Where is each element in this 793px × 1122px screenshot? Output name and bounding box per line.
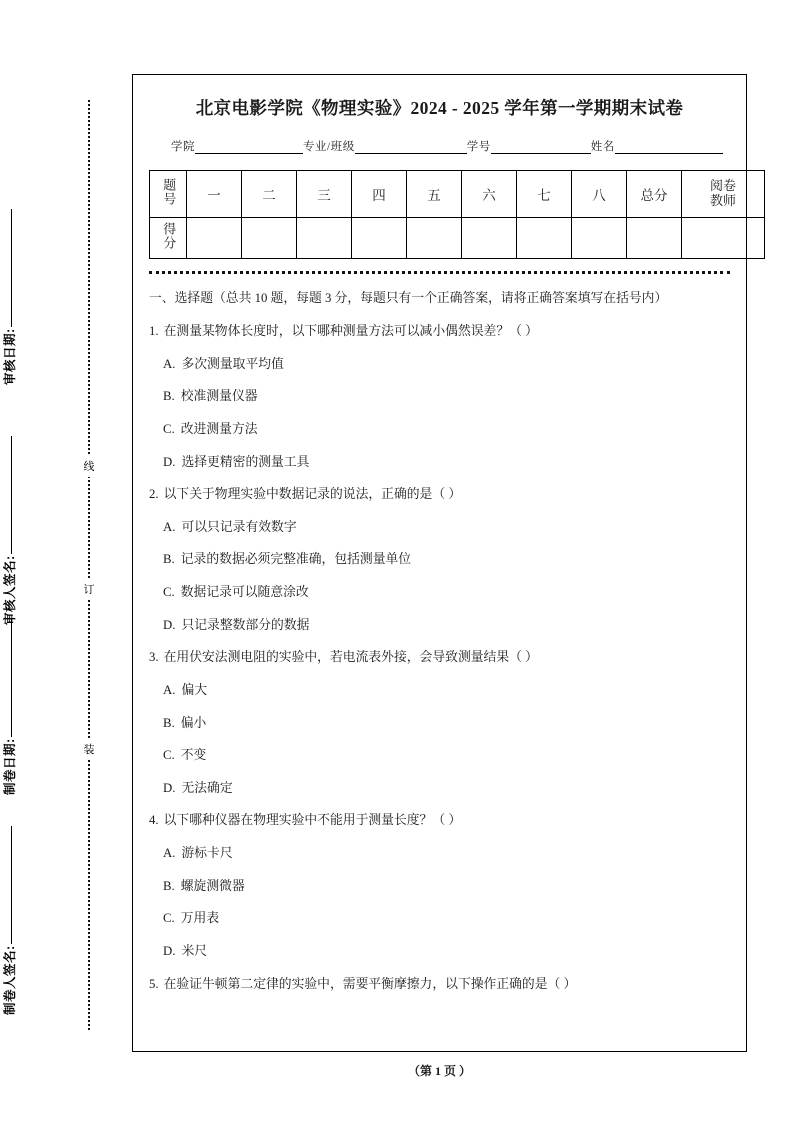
score-cell-1[interactable] xyxy=(187,218,242,259)
margin-label-review-date-rule xyxy=(11,209,12,327)
question-2-option-a-key: A. xyxy=(163,519,176,534)
question-5-number: 5. xyxy=(149,976,159,991)
question-1-stem xyxy=(149,323,730,340)
field-major-class xyxy=(303,138,467,154)
question-3-text: 在用伏安法测电阻的实验中，若电流表外接，会导致测量结果（ ） xyxy=(163,650,538,665)
score-table-col-teacher-line2: 教师 xyxy=(709,193,736,208)
question-4-option-b-text: 螺旋测微器 xyxy=(180,878,245,893)
page-footer: （第 1 页 ） xyxy=(407,1064,471,1078)
question-3-option-c[interactable] xyxy=(163,747,730,764)
fold-dotted-line xyxy=(88,100,90,1030)
question-2-option-c-text: 数据记录可以随意涂改 xyxy=(180,585,309,600)
field-major-class-input[interactable] xyxy=(355,141,467,154)
score-table-row-header-score xyxy=(150,218,187,259)
score-table-row-header-score-text: 得分 xyxy=(161,222,177,251)
question-2-text: 以下关于物理实验中数据记录的说法，正确的是（ ） xyxy=(163,487,462,502)
question-5-text: 在验证牛顿第二定律的实验中，需要平衡摩擦力，以下操作正确的是（ ） xyxy=(163,976,577,991)
fold-mark-xian: 线 xyxy=(80,455,98,477)
question-2-number: 2. xyxy=(149,487,159,502)
question-4-option-a[interactable] xyxy=(163,845,730,862)
question-3-option-b[interactable] xyxy=(163,715,730,732)
field-student-id-input[interactable] xyxy=(491,141,591,154)
student-info-row xyxy=(149,138,730,154)
question-4-number: 4. xyxy=(149,813,159,828)
score-table-col-8: 八 xyxy=(572,171,627,218)
score-table-col-teacher xyxy=(682,171,765,218)
score-cell-8[interactable] xyxy=(572,218,627,259)
score-table-col-2: 二 xyxy=(242,171,297,218)
margin-label-setter-signature-rule xyxy=(11,826,12,944)
question-4-option-a-text: 游标卡尺 xyxy=(181,846,233,861)
question-1-option-c-key: C. xyxy=(163,421,175,436)
score-table-col-7: 七 xyxy=(517,171,572,218)
question-3-option-c-key: C. xyxy=(163,748,175,763)
margin-label-review-date-text: 审核日期: xyxy=(3,328,17,385)
score-table-row-header-question xyxy=(150,171,187,218)
section-separator xyxy=(149,271,730,274)
question-4-stem xyxy=(149,812,730,829)
fold-mark-zhuang: 装 xyxy=(80,738,98,760)
question-2-stem xyxy=(149,486,730,503)
question-1-number: 1. xyxy=(149,324,159,339)
question-1-option-b[interactable] xyxy=(163,388,730,405)
score-table-col-total: 总分 xyxy=(627,171,682,218)
question-1-option-c-text: 改进测量方法 xyxy=(180,421,258,436)
score-cell-teacher[interactable] xyxy=(682,218,765,259)
exam-paper-frame xyxy=(132,74,747,1052)
question-3-option-c-text: 不变 xyxy=(180,748,207,763)
field-college xyxy=(171,138,303,154)
margin-label-setter-date-text: 制卷日期: xyxy=(3,738,17,795)
question-1-option-d-key: D. xyxy=(163,454,176,469)
question-4-option-c-key: C. xyxy=(163,911,175,926)
question-1-option-a-text: 多次测量取平均值 xyxy=(181,356,284,371)
question-2-option-d[interactable] xyxy=(163,617,730,634)
question-4-option-b[interactable] xyxy=(163,878,730,895)
question-3-option-d-key: D. xyxy=(163,780,176,795)
question-4-option-c[interactable] xyxy=(163,910,730,927)
score-cell-4[interactable] xyxy=(352,218,407,259)
score-cell-total[interactable] xyxy=(627,218,682,259)
score-cell-3[interactable] xyxy=(297,218,352,259)
question-3-number: 3. xyxy=(149,650,159,665)
question-2-option-d-text: 只记录整数部分的数据 xyxy=(181,617,310,632)
question-4-option-a-key: A. xyxy=(163,846,176,861)
score-table-col-5: 五 xyxy=(407,171,462,218)
question-4-option-d-key: D. xyxy=(163,943,176,958)
score-table-col-4: 四 xyxy=(352,171,407,218)
score-table-col-teacher-line1: 阅卷 xyxy=(709,178,736,194)
question-1-option-c[interactable] xyxy=(163,421,730,438)
question-2-option-d-key: D. xyxy=(163,617,176,632)
margin-label-setter-signature-text: 制卷人签名: xyxy=(3,945,17,1015)
question-1-option-d[interactable] xyxy=(163,454,730,471)
margin-label-setter-signature xyxy=(0,715,18,1015)
question-2-option-c[interactable] xyxy=(163,584,730,601)
field-college-label: 学院 xyxy=(171,141,195,153)
question-2-option-b[interactable] xyxy=(163,551,730,568)
margin-label-reviewer-signature-text: 审核人签名: xyxy=(3,555,17,625)
score-table xyxy=(149,170,765,259)
question-4-text: 以下哪种仪器在物理实验中不能用于测量长度？（ ） xyxy=(163,813,462,828)
question-3-option-a-key: A. xyxy=(163,682,176,697)
score-table-col-1: 一 xyxy=(187,171,242,218)
field-major-class-label: 专业/班级 xyxy=(303,141,355,153)
score-cell-7[interactable] xyxy=(517,218,572,259)
question-4-option-b-key: B. xyxy=(163,878,175,893)
score-table-header-row xyxy=(150,171,765,218)
question-2-option-b-key: B. xyxy=(163,552,175,567)
question-4-option-d[interactable] xyxy=(163,943,730,960)
question-3-option-a-text: 偏大 xyxy=(181,682,208,697)
score-cell-6[interactable] xyxy=(462,218,517,259)
score-cell-5[interactable] xyxy=(407,218,462,259)
score-table-col-6: 六 xyxy=(462,171,517,218)
questions-container xyxy=(149,288,730,992)
question-1-option-b-key: B. xyxy=(163,389,175,404)
field-student-id-label: 学号 xyxy=(466,141,491,153)
question-3-option-a[interactable] xyxy=(163,682,730,699)
question-2-option-c-key: C. xyxy=(163,585,175,600)
score-table-col-3: 三 xyxy=(297,171,352,218)
score-table-row-header-question-text: 题号 xyxy=(161,178,177,207)
binding-margin xyxy=(0,0,130,1122)
question-1-option-b-text: 校准测量仪器 xyxy=(180,389,258,404)
question-1-option-a-key: A. xyxy=(163,356,176,371)
question-4-option-d-text: 米尺 xyxy=(181,943,208,958)
question-1-option-a[interactable] xyxy=(163,356,730,373)
question-2-option-a[interactable] xyxy=(163,519,730,536)
fold-mark-ding: 订 xyxy=(80,578,98,600)
exam-title: 北京电影学院《物理实验》2024 - 2025 学年第一学期期末试卷 xyxy=(195,98,684,118)
score-table-score-row xyxy=(150,218,765,259)
question-1-text: 在测量某物体长度时，以下哪种测量方法可以减小偶然误差？（ ） xyxy=(163,324,538,339)
field-name xyxy=(591,138,723,154)
question-4-option-c-text: 万用表 xyxy=(180,911,220,926)
question-3-option-b-key: B. xyxy=(163,715,175,730)
question-3-option-b-text: 偏小 xyxy=(180,715,207,730)
field-student-id xyxy=(467,138,591,154)
question-3-stem xyxy=(149,649,730,666)
section-heading: 一、选择题（总共 10 题，每题 3 分，每题只有一个正确答案，请将正确答案填写在括号内） xyxy=(149,291,668,305)
question-3-option-d[interactable] xyxy=(163,780,730,797)
question-1-option-d-text: 选择更精密的测量工具 xyxy=(181,454,310,469)
question-2-option-a-text: 可以只记录有效数字 xyxy=(181,519,297,534)
question-5-stem xyxy=(149,976,730,993)
field-name-label: 姓名 xyxy=(590,141,615,153)
field-name-input[interactable] xyxy=(615,141,723,154)
score-cell-2[interactable] xyxy=(242,218,297,259)
field-college-input[interactable] xyxy=(195,141,303,154)
question-2-option-b-text: 记录的数据必须完整准确，包括测量单位 xyxy=(180,552,412,567)
question-3-option-d-text: 无法确定 xyxy=(181,780,233,795)
